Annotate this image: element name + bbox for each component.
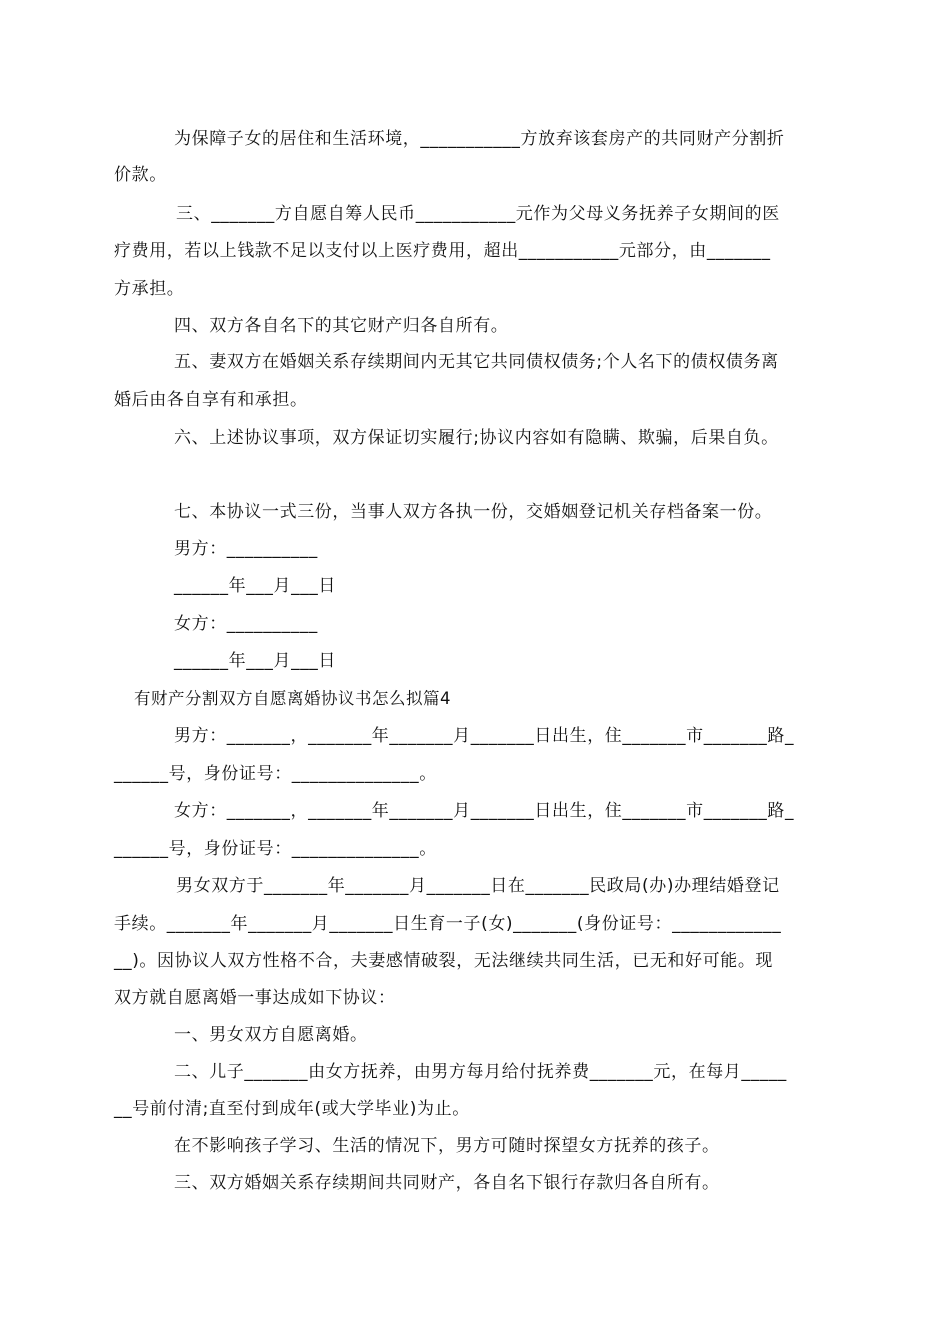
- text-line: 五、妻双方在婚姻关系存续期间内无其它共同债权债务;个人名下的债权债务离: [174, 352, 779, 372]
- text-line: 男女双方于_______年_______月_______日在_______民政局(办)办理结婚登记: [170, 876, 780, 896]
- date-line: ______年___月___日: [174, 651, 336, 671]
- text-line: 七、本协议一式三份，当事人双方各执一份，交婚姻登记机关存档备案一份。: [174, 502, 773, 522]
- text-line: ______号，身份证号：______________。: [114, 764, 437, 784]
- text-line: 双方就自愿离婚一事达成如下协议：: [114, 988, 396, 1008]
- text-line: 在不影响孩子学习、生活的情况下，男方可随时探望女方抚养的孩子。: [174, 1136, 720, 1156]
- text-line: 疗费用，若以上钱款不足以支付以上医疗费用，超出___________元部分，由_______: [114, 241, 771, 261]
- text-line: 婚后由各自享有和承担。: [114, 390, 308, 410]
- text-line: 二、儿子_______由女方抚养，由男方每月给付抚养费_______元，在每月_____: [174, 1062, 787, 1082]
- text-line: 为保障子女的居住和生活环境，___________方放弃该套房产的共同财产分割折: [174, 129, 785, 149]
- text-line: 三、_______方自愿自筹人民币___________元作为父母义务抚养子女期间的医: [170, 204, 780, 224]
- date-line: ______年___月___日: [174, 576, 336, 596]
- section-heading: 有财产分割双方自愿离婚协议书怎么拟篇4: [134, 689, 451, 708]
- text-line: 男方：_______，_______年_______月_______日出生，住_______市_______路_: [174, 726, 795, 746]
- text-line: 女方：_______，_______年_______月_______日出生，住_______市_______路_: [174, 801, 795, 821]
- text-line: 一、男女双方自愿离婚。: [174, 1025, 368, 1045]
- text-line: ______号，身份证号：______________。: [114, 839, 437, 859]
- text-line: 价款。: [114, 165, 167, 185]
- text-line: 三、双方婚姻关系存续期间共同财产，各自名下银行存款归各自所有。: [174, 1173, 720, 1193]
- text-line: __号前付清;直至付到成年(或大学毕业)为止。: [114, 1099, 470, 1119]
- text-line: 方承担。: [114, 279, 185, 299]
- signature-line-female: 女方：__________: [174, 614, 318, 634]
- signature-line-male: 男方：__________: [174, 539, 318, 559]
- text-line: 六、上述协议事项，双方保证切实履行;协议内容如有隐瞒、欺骗，后果自负。: [174, 428, 779, 448]
- text-line: 四、双方各自名下的其它财产归各自所有。: [174, 316, 509, 336]
- text-line: 手续。_______年_______月_______日生育一子(女)_______(身份证号：____________: [114, 914, 782, 934]
- text-line: __)。因协议人双方性格不合，夫妻感情破裂，无法继续共同生活，已无和好可能。现: [114, 951, 774, 971]
